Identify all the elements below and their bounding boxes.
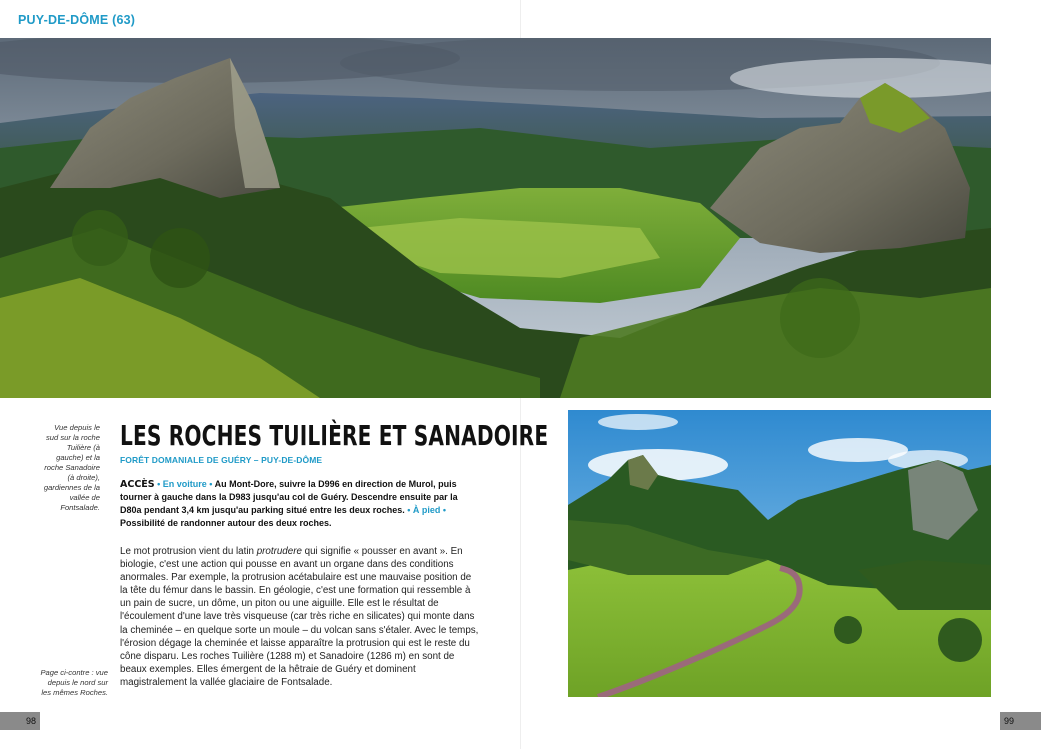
access-info [120,478,465,530]
body-italic-word: protrudere [256,546,302,557]
region-name: PUY-DE-DÔME [18,13,109,27]
car-directions: Au Mont-Dore, suivre la D996 en direction de Murol, puis tourner à gauche dans la D983 jusqu'au col de Guéry. Descendre ensuite par la D80a pendant 3,4 km jusqu'au parking situé entre les deux roches. [120,479,458,515]
photo-caption-bottom: Page ci-contre : vue depuis le nord sur les mêmes Roches. [40,668,108,697]
page-number-right-text: 99 [1004,716,1015,726]
hero-photo [0,38,991,398]
access-label: ACCÈS [120,479,155,490]
region-header [18,13,135,27]
body-text-start: Le mot protrusion vient du latin [120,546,257,557]
region-code: (63) [112,13,136,27]
hero-landscape-illustration [0,38,991,398]
foot-directions: Possibilité de randonner autour des deux roches. [120,518,332,528]
side-landscape-illustration [568,410,991,697]
article-title: LES ROCHES TUILIÈRE ET SANADOIRE [120,419,549,452]
photo-caption-top: Vue depuis le sud sur la roche Tuilière (à gauche) et la roche Sanadoire (à droite), gardiennes de la vallée de Fontsalade. [43,423,100,512]
body-text-rest: qui signifie « pousser en avant ». En biologie, c'est une action qui pousse en avant un organe dans des conditions anormales. Par exemple, la protrusion acétabulaire est une mauvaise position de la tête du fémur dans le bassin. En géologie, c'est une formation qui ressemble à un pain de sucre, un dôme, un piton ou une aiguille. Elle est le résultat de l'écoulement d'une lave très visqueuse (car très riche en silicates) qui monte dans la cheminée – en quelque sorte un moule – du volcan sans s'étaler. Avec le temps, l'érosion dégage la cheminée et laisse apparaître la protrusion qui est le reste du cône disparu. Les roches Tuilière (1288 m) et Sanadoire (1286 m) en sont de beaux exemples. Elles émergent de la hêtraie de Guéry et dominent magistralement la vallée glaciaire de Fontsalade. [120,546,479,688]
page-number-left [0,712,40,730]
article-body [120,545,480,689]
page-number-left-text: 98 [25,716,36,726]
side-photo [568,410,991,697]
car-label: • En voiture • [154,479,215,489]
page-number-right [1000,712,1041,730]
foot-label: • À pied • [404,505,447,515]
article-subtitle: FORÊT DOMANIALE DE GUÉRY – PUY-DE-DÔME [120,455,323,465]
